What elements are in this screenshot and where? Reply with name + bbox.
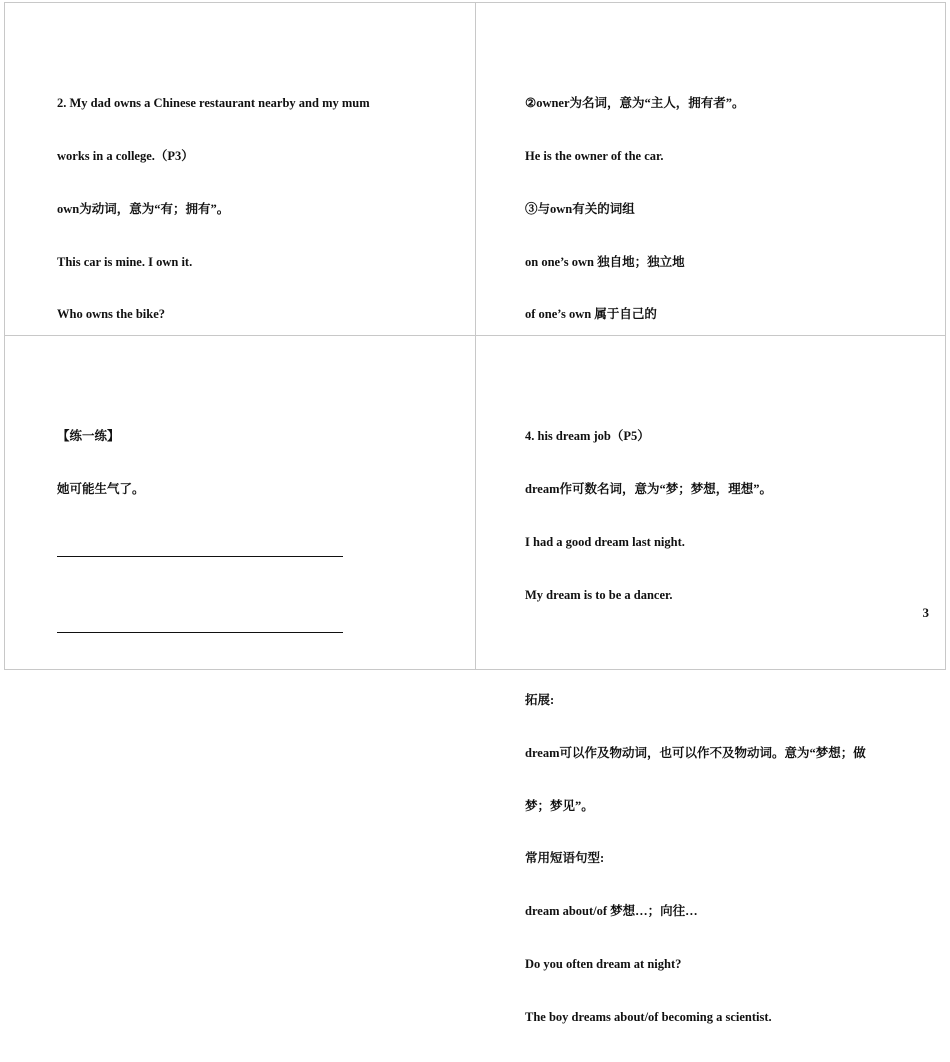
text-line: 梦；梦见”。 xyxy=(525,798,594,813)
text-line: ②owner为名词，意为“主人，拥有者”。 xyxy=(525,96,745,111)
slide-panel-own xyxy=(4,2,476,336)
text-line: 2. My dad owns a Chinese restaurant nearby and my mum xyxy=(57,96,370,111)
panel-text xyxy=(525,393,915,1062)
text-line: dream about/of 梦想…；向往… xyxy=(525,904,698,919)
answer-blank-line[interactable] xyxy=(57,556,343,557)
text-line: on one’s own 独自地；独立地 xyxy=(525,254,685,269)
text-line: I had a good dream last night. xyxy=(525,534,685,549)
text-line: Who owns the bike? xyxy=(57,307,166,322)
text-line: ③与own有关的词组 xyxy=(525,201,635,216)
text-line: He is the owner of the car. xyxy=(525,148,664,163)
practice-prompt: 她可能生气了。 xyxy=(57,481,145,496)
slide-panel-dream xyxy=(475,335,946,1024)
panel-text xyxy=(57,393,417,676)
text-line: 常用短语句型: xyxy=(525,851,605,866)
practice-heading: 【练一练】 xyxy=(57,429,120,444)
slide-panel-owner xyxy=(475,2,946,336)
text-line: of one’s own 属于自己的 xyxy=(525,307,657,322)
text-line: This car is mine. I own it. xyxy=(57,254,193,269)
text-line: works in a college.（P3） xyxy=(57,148,194,163)
text-line: The boy dreams about/of becoming a scientist. xyxy=(525,1009,772,1024)
text-line: 拓展: xyxy=(525,693,555,708)
text-line: dream作可数名词，意为“梦；梦想，理想”。 xyxy=(525,481,772,496)
text-line: Do you often dream at night? xyxy=(525,957,682,971)
text-line: My dream is to be a dancer. xyxy=(525,587,673,602)
answer-blank-line[interactable] xyxy=(57,632,343,633)
text-line: own为动词，意为“有；拥有”。 xyxy=(57,201,230,216)
text-line: dream可以作及物动词，也可以作不及物动词。意为“梦想；做 xyxy=(525,745,866,760)
blank-line xyxy=(525,639,915,657)
text-line: 4. his dream job（P5） xyxy=(525,429,650,444)
slide-panel-practice xyxy=(4,335,476,670)
page-number: 3 xyxy=(922,605,929,620)
